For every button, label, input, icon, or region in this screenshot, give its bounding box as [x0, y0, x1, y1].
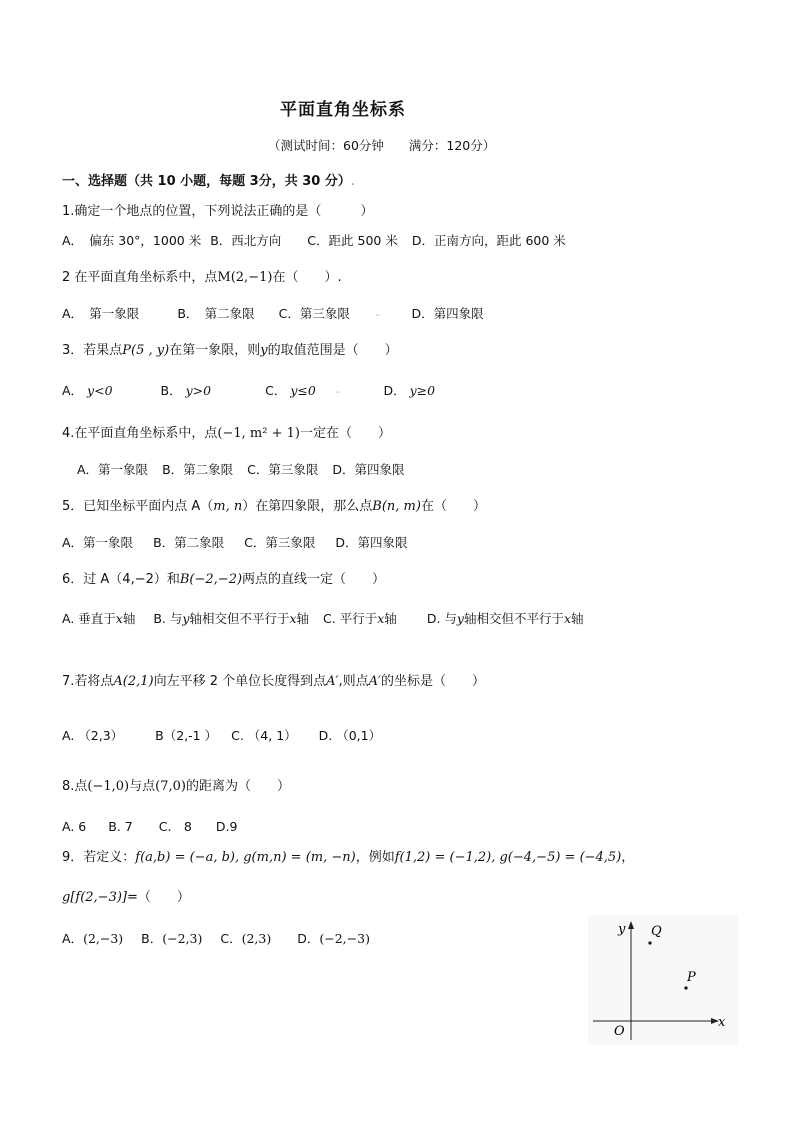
q7-stem-math3: A′	[368, 674, 381, 689]
q6-option-d-var2: x	[563, 611, 572, 626]
q8-option-d[interactable]: D.9	[215, 819, 238, 834]
q6-option-b[interactable]	[153, 611, 309, 626]
q3-option-c[interactable]	[265, 383, 316, 398]
q4-option-c[interactable]: C．第三象限	[247, 462, 319, 477]
q4-option-b[interactable]: B．第二象限	[162, 462, 234, 477]
figure-background	[588, 915, 738, 1045]
q7-option-a[interactable]: A. （2,3）	[62, 728, 124, 743]
q4-stem-pre: 4.在平面直角坐标系中，点	[62, 426, 218, 441]
q2-option-b[interactable]: B． 第二象限	[177, 306, 255, 321]
q6-stem-post: 两点的直线一定（ ）	[242, 572, 386, 587]
q6-option-d-post: 轴	[571, 611, 584, 626]
q5-stem-post: 在（ ）	[420, 499, 486, 514]
point-p-label: P	[687, 970, 696, 985]
question-7-stem	[62, 670, 485, 689]
q6-option-c-pre: C. 平行于	[323, 611, 378, 626]
q7-stem-pre: 7.若将点	[62, 674, 114, 689]
q1-option-d[interactable]: D．正南方向，距此 600 米	[411, 233, 566, 248]
q6-option-c-post: 轴	[384, 611, 397, 626]
q7-stem-mid1: 向左平移 2 个单位长度得到点	[153, 674, 327, 689]
decorative-dot: -	[335, 387, 340, 398]
q9-option-a[interactable]	[62, 931, 123, 946]
q6-option-a-pre: A. 垂直于	[62, 611, 116, 626]
q6-option-a[interactable]	[62, 611, 135, 626]
origin-label: O	[614, 1024, 625, 1039]
q4-option-d[interactable]: D．第四象限	[332, 462, 405, 477]
q9-line2-math: g[f(2,−3)]	[62, 890, 127, 905]
question-2-options	[62, 304, 484, 322]
q6-option-c-var: x	[377, 611, 385, 626]
q5-stem-math2: B(n, m)	[372, 499, 421, 514]
q5-stem-mid: ）在第四象限，那么点	[242, 499, 373, 514]
point-p	[684, 986, 687, 989]
q2-stem-pre: 2 在平面直角坐标系中，点	[62, 270, 218, 285]
q2-option-d[interactable]: D．第四象限	[411, 306, 484, 321]
q9-stem-pre: 9．若定义：	[62, 850, 136, 865]
q3-option-a[interactable]	[62, 383, 113, 398]
question-5-options	[62, 533, 408, 551]
q6-stem-math: B(−2,−2)	[179, 572, 243, 587]
q9-option-c-math: (2,3)	[241, 931, 272, 946]
question-1-stem: 1.确定一个地点的位置，下列说法正确的是（ ）	[62, 204, 374, 219]
q9-option-a-math: (2,−3)	[83, 931, 124, 946]
q4-stem-post: 一定在（ ）	[299, 426, 391, 441]
q6-option-d-var1: y	[456, 611, 464, 626]
q9-stem-math2: f(1,2) = (−1,2), g(−4,−5) = (−4,5)	[394, 850, 622, 865]
question-8-stem	[62, 775, 290, 794]
q8-stem-mid: 与点	[129, 779, 156, 794]
question-3-stem	[62, 339, 398, 358]
decorative-dot: .	[350, 177, 355, 188]
question-9-options	[62, 929, 370, 947]
q6-option-b-post: 轴	[296, 611, 310, 626]
q2-stem-post: 在（ ）.	[272, 270, 342, 285]
question-4-stem	[62, 422, 391, 441]
q5-option-b[interactable]: B．第二象限	[153, 535, 225, 550]
q2-stem-math: M(2,−1)	[217, 270, 273, 285]
q3-option-b-label: B．	[160, 383, 182, 398]
q2-option-c[interactable]: C．第三象限	[278, 306, 350, 321]
q6-option-b-var1: y	[182, 611, 190, 626]
q7-stem-math2: A′	[326, 674, 339, 689]
q9-option-d-label: D．	[297, 931, 320, 946]
q3-option-d-math: y≥0	[409, 383, 436, 398]
q7-option-b[interactable]: B（2,-1 ）	[155, 728, 218, 743]
section-header	[62, 170, 355, 189]
y-axis-label: y	[618, 922, 626, 937]
coordinate-figure	[588, 915, 738, 1045]
q6-option-b-mid: 轴相交但不平行于	[189, 611, 290, 626]
question-5-stem	[62, 495, 486, 514]
q6-stem-pre: 6．过 A（4,−2）和	[62, 572, 180, 587]
question-6-stem	[62, 568, 385, 587]
q9-stem-math1: f(a,b) = (−a, b), g(m,n) = (m, −n)	[135, 850, 356, 865]
q9-option-a-label: A．	[62, 931, 84, 946]
q5-option-d[interactable]: D．第四象限	[335, 535, 408, 550]
q6-option-d-pre: D. 与	[426, 611, 457, 626]
q7-stem-mid2: ,则点	[338, 674, 369, 689]
q7-stem-post: 的坐标是（ ）	[381, 674, 486, 689]
q7-stem-math1: A(2,1)	[113, 674, 154, 689]
q3-option-d[interactable]	[383, 383, 435, 398]
question-9-stem	[62, 846, 634, 865]
q4-stem-math: (−1, m² + 1)	[217, 426, 300, 441]
question-6-options	[62, 609, 584, 627]
q3-option-b-math: y>0	[185, 383, 212, 398]
q2-option-a[interactable]: A． 第一象限	[62, 306, 140, 321]
x-axis-label: x	[718, 1015, 726, 1030]
q3-option-c-math: y≤0	[290, 383, 316, 398]
q3-option-c-label: C．	[265, 383, 287, 398]
q3-stem-var: y	[260, 343, 268, 358]
question-2-stem	[62, 266, 342, 285]
q8-stem-math2: (7,0)	[155, 779, 186, 794]
question-8-options	[62, 817, 237, 835]
question-9-stem-line2	[62, 886, 190, 905]
q8-option-c[interactable]: C. 8	[158, 819, 192, 834]
q3-option-a-math: y<0	[87, 383, 113, 398]
q3-stem-post: 的取值范围是（ ）	[267, 343, 398, 358]
q3-option-d-label: D．	[383, 383, 406, 398]
point-q	[648, 941, 651, 944]
q6-option-a-var: x	[115, 611, 123, 626]
q4-option-a[interactable]: A．第一象限	[77, 462, 149, 477]
q9-line2-post: =（ ）	[127, 890, 190, 905]
q6-option-d-mid: 轴相交但不平行于	[463, 611, 564, 626]
q6-option-a-post: 轴	[122, 611, 136, 626]
q9-option-b-label: B．	[141, 931, 163, 946]
q1-option-a[interactable]: A． 偏东 30°，1000 米	[62, 233, 202, 248]
q3-option-a-label: A．	[62, 383, 84, 398]
q3-option-b[interactable]	[161, 383, 212, 398]
q9-option-b-math: (−2,3)	[162, 931, 203, 946]
question-3-options	[62, 381, 435, 399]
q3-stem-math: P(5 , y)	[122, 343, 170, 358]
q9-option-d-math: (−2,−3)	[319, 931, 370, 946]
q6-option-c[interactable]	[323, 611, 397, 626]
q7-option-d[interactable]: D. （0,1）	[318, 728, 382, 743]
q8-stem-math1: (−1,0)	[87, 779, 130, 794]
q6-option-b-var2: x	[289, 611, 297, 626]
q9-option-b[interactable]	[141, 931, 202, 946]
decorative-dot: -	[375, 310, 380, 321]
q9-stem-mid: ，例如	[355, 850, 395, 865]
q5-stem-pre: 5．已知坐标平面内点 A（	[62, 499, 214, 514]
question-1-options	[62, 231, 566, 249]
q8-stem-post: 的距离为（ ）	[185, 779, 290, 794]
subtitle: （测试时间：60分钟 满分：120分）	[268, 138, 496, 153]
q9-option-c-label: C．	[220, 931, 242, 946]
point-q-label: Q	[651, 924, 662, 939]
q9-stem-end: ，	[621, 850, 635, 865]
q9-option-c[interactable]	[220, 931, 271, 946]
q1-option-b[interactable]: B．西北方向	[210, 233, 282, 248]
q3-stem-pre: 3．若果点	[62, 343, 123, 358]
q8-stem-pre: 8.点	[62, 779, 88, 794]
question-7-options	[62, 726, 381, 744]
q5-option-c[interactable]: C．第三象限	[244, 535, 316, 550]
question-4-options	[77, 460, 405, 478]
q8-option-a[interactable]: A. 6	[62, 819, 87, 834]
section-header-text: 一、选择题（共 10 小题，每题 3分，共 30 分）	[62, 174, 351, 189]
page-title: 平面直角坐标系	[280, 100, 406, 120]
q5-option-a[interactable]: A．第一象限	[62, 535, 134, 550]
q6-option-b-pre: B. 与	[153, 611, 183, 626]
q5-stem-math1: m, n	[213, 499, 243, 514]
q7-option-c[interactable]: C. （4, 1）	[231, 728, 297, 743]
q8-option-b[interactable]: B. 7	[108, 819, 133, 834]
q6-option-d[interactable]	[427, 611, 584, 626]
q9-option-d[interactable]	[297, 931, 370, 946]
q1-option-c[interactable]: C．距此 500 米	[307, 233, 398, 248]
q3-stem-mid: 在第一象限，则	[169, 343, 261, 358]
